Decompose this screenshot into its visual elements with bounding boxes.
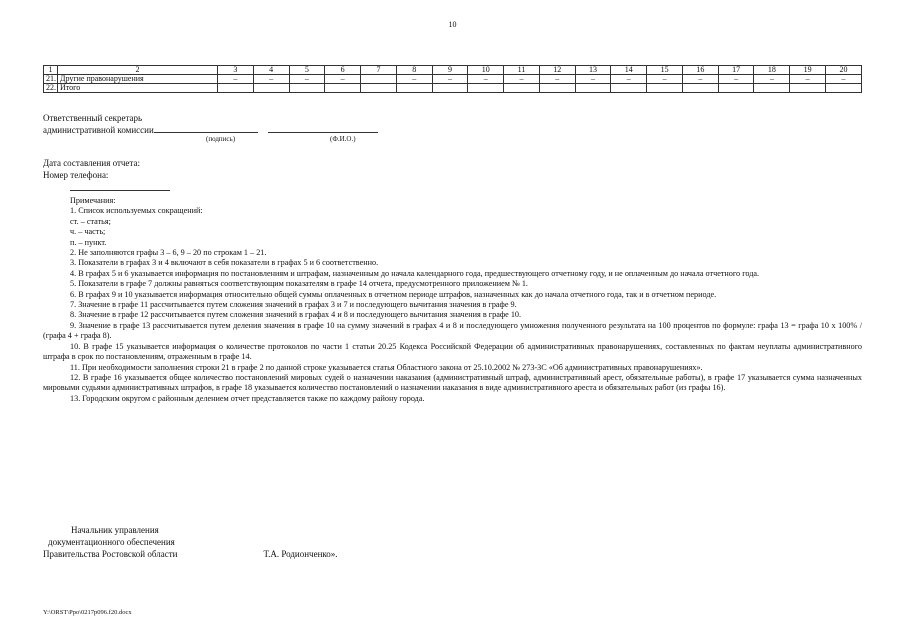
note-line: 3. Показатели в графах 3 и 4 включают в себя показатели в графах 5 и 6 соответственно.: [70, 258, 379, 268]
note-line: 5. Показатели в графе 7 должны равняться соответствующим показателям в графе 14 отчета, предусмотренного приложением № 1.: [70, 279, 528, 289]
table-cell: –: [289, 75, 325, 84]
table-cell: [754, 84, 790, 93]
note-line: 8. Значение в графе 12 рассчитывается путем сложения значений в графах 4 и 8 и последующего вычитания значения в графе 10.: [70, 310, 522, 320]
file-path: Y:\ORST\Ppo\0217p096.f20.docx: [43, 609, 132, 616]
table-row: [44, 84, 862, 93]
table-cell: [396, 84, 432, 93]
table-cell: –: [325, 75, 361, 84]
table-cell: [790, 84, 826, 93]
footer-line1: Начальник управления: [71, 525, 159, 535]
table-cell: [468, 84, 504, 93]
table-header-cell: 15: [647, 66, 683, 75]
table-header-cell: 8: [396, 66, 432, 75]
table-cell: [611, 84, 647, 93]
table-cell: –: [790, 75, 826, 84]
table-cell: [289, 84, 325, 93]
table-cell: –: [611, 75, 647, 84]
table-header-cell: 9: [432, 66, 468, 75]
table-cell: –: [647, 75, 683, 84]
signature-block: [43, 112, 378, 136]
note-line: ч. – часть;: [70, 227, 106, 237]
table-header-cell: 5: [289, 66, 325, 75]
note-line: ст. – статья;: [70, 216, 111, 226]
table-header-cell: 2: [58, 66, 218, 75]
note-line: 7. Значение в графе 11 рассчитывается путем сложения значений в графах 3 и 7 и последующего вычитания значения в графе 9.: [70, 300, 517, 310]
row-label: Другие правонарушения: [58, 75, 218, 84]
footer-line3: Правительства Ростовской области: [43, 549, 178, 559]
table-header-cell: 4: [253, 66, 289, 75]
note-line: 10. В графе 15 указывается информация о количестве протоколов по части 1 статьи 20.25 Кодекса Российской Федерации об административных правонарушениях, составленных по фактам неуплаты административного штрафа в срок по постановлениям, отраженным в графе 14.: [43, 341, 862, 362]
table-row: [44, 75, 862, 84]
note-line: 1. Список используемых сокращений:: [70, 206, 203, 216]
note-line: Примечания:: [70, 196, 116, 205]
table-header-cell: 19: [790, 66, 826, 75]
table-header-cell: 1: [44, 66, 58, 75]
table-cell: –: [396, 75, 432, 84]
signature-caption: (подпись): [206, 135, 236, 143]
table-cell: –: [432, 75, 468, 84]
report-meta: [43, 157, 140, 181]
phone-label: Номер телефона:: [43, 170, 109, 180]
table-cell: [361, 75, 397, 84]
table-header-cell: 17: [718, 66, 754, 75]
row-number: 21.: [44, 75, 58, 84]
table-header-cell: 11: [504, 66, 540, 75]
table-cell: [826, 84, 862, 93]
table-cell: [253, 84, 289, 93]
footer-name: Т.А. Родионченко».: [263, 549, 338, 559]
note-line: 12. В графе 16 указывается общее количество постановлений мировых судей о назначении наказания (административный штраф, административный арест, обязательные работы), в графе 17 указывается сумма назначенных мировыми судьями административных штрафов, в графе 18 указывается количество постановлений о назначении наказания в виде административного ареста и обязательных работ (из графы 16).: [43, 372, 862, 393]
name-line: [268, 132, 378, 133]
report-table: [43, 65, 862, 93]
table-header-cell: 16: [682, 66, 718, 75]
table-cell: –: [253, 75, 289, 84]
signature-line: [154, 132, 258, 133]
table-cell: –: [754, 75, 790, 84]
note-line: п. – пункт.: [70, 237, 107, 247]
table-cell: [682, 84, 718, 93]
table-header-row: [44, 66, 862, 75]
row-label: Итого: [58, 84, 218, 93]
note-line: 11. При необходимости заполнения строки 21 в графе 2 по данной строке указывается статья Областного закона от 25.10.2002 № 273-ЗС «Об административных правонарушениях».: [70, 362, 703, 372]
table-cell: [504, 84, 540, 93]
table-cell: –: [718, 75, 754, 84]
table-cell: [432, 84, 468, 93]
note-line: 6. В графах 9 и 10 указывается информация относительно общей суммы оплаченных в отчетном периоде штрафов, назначенных как до начала отчетного года, так и в отчетном периоде.: [70, 289, 717, 299]
table-header-cell: 13: [575, 66, 611, 75]
table-header-cell: 20: [826, 66, 862, 75]
page-number: 10: [448, 20, 457, 29]
name-caption: (Ф.И.О.): [330, 135, 356, 143]
commission-label: административной комиссии: [43, 125, 154, 135]
table-cell: –: [468, 75, 504, 84]
table-cell: –: [504, 75, 540, 84]
table-cell: [575, 84, 611, 93]
table-cell: [325, 84, 361, 93]
table-cell: –: [682, 75, 718, 84]
table-header-cell: 6: [325, 66, 361, 75]
table-cell: –: [218, 75, 254, 84]
table-cell: –: [575, 75, 611, 84]
secretary-title: Ответственный секретарь: [43, 113, 143, 123]
table-cell: –: [826, 75, 862, 84]
note-line: 4. В графах 5 и 6 указывается информация по постановлениям и штрафам, назначенным до начала календарного года, предшествующего отчетному году, и не оплаченным до начала отчетного года.: [70, 268, 760, 278]
row-number: 22.: [44, 84, 58, 93]
table-cell: –: [539, 75, 575, 84]
table-cell: [718, 84, 754, 93]
footer-signature: [43, 524, 338, 560]
notes: [43, 196, 862, 404]
table-cell: [361, 84, 397, 93]
date-label: Дата составления отчета:: [43, 158, 140, 168]
table-cell: [647, 84, 683, 93]
table-cell: [539, 84, 575, 93]
table-header-cell: 10: [468, 66, 504, 75]
table-header-cell: 14: [611, 66, 647, 75]
table-header-cell: 3: [218, 66, 254, 75]
note-line: 13. Городским округом с районным делением отчет представляется также по каждому району города.: [70, 393, 425, 403]
note-line: 2. Не заполняются графы 3 – 6, 9 – 20 по строкам 1 – 21.: [70, 248, 267, 258]
table-header-cell: 7: [361, 66, 397, 75]
table-cell: [218, 84, 254, 93]
table-header-cell: 18: [754, 66, 790, 75]
footer-line2: документационного обеспечения: [48, 537, 175, 547]
notes-separator: [70, 190, 170, 191]
note-line: 9. Значение в графе 13 рассчитывается путем деления значения в графе 10 на сумму значений в графах 4 и 8 и последующего умножения полученного результата на 100 процентов по формуле: графа 13 = графа 10 х 100% / (графа 4 + графа 8).: [43, 320, 862, 341]
table-header-cell: 12: [539, 66, 575, 75]
